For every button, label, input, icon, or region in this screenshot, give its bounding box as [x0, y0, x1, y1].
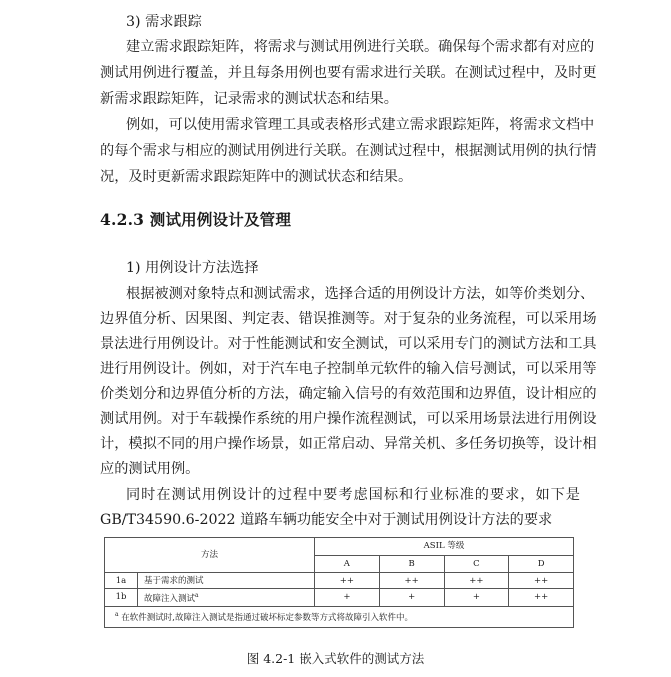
- paragraph-line: 根据被测对象特点和测试需求，选择合适的用例设计方法，如等价类划分、: [126, 286, 595, 302]
- footnote-mark: a: [195, 592, 199, 599]
- asil-level: A: [315, 555, 380, 573]
- table-footnote: [105, 606, 574, 627]
- row-value: +: [315, 589, 380, 607]
- paragraph-line: 况，及时更新需求跟踪矩阵中的测试状态和结果。: [100, 169, 413, 185]
- method-header: 方法: [105, 538, 315, 573]
- table-row: [105, 573, 574, 589]
- paragraph-line: 应的测试用例。: [100, 461, 200, 477]
- asil-level: B: [379, 555, 444, 573]
- row-value: ++: [509, 589, 574, 607]
- item-1-heading: 1) 用例设计方法选择: [126, 260, 259, 276]
- paragraph-line: 景法进行用例设计。对于性能测试和安全测试，可以采用专门的测试方法和工具: [100, 336, 597, 352]
- table-row: [105, 589, 574, 607]
- paragraph-line: 边界值分析、因果图、判定表、错误推测等。对于复杂的业务流程，可以采用场: [100, 311, 597, 327]
- paragraph-line: 的每个需求与相应的测试用例进行关联。在测试过程中，根据测试用例的执行情: [100, 143, 597, 159]
- row-value: ++: [315, 573, 380, 589]
- row-method: 故障注入测试: [144, 593, 196, 604]
- asil-header: ASIL 等级: [315, 538, 574, 556]
- row-value: +: [444, 589, 509, 607]
- methods-table: [104, 537, 574, 628]
- row-value: ++: [509, 573, 574, 589]
- asil-level: C: [444, 555, 509, 573]
- asil-level: D: [509, 555, 574, 573]
- paragraph-line: 测试用例。对于车载操作系统的用户操作流程测试，可以采用场景法进行用例设: [100, 411, 597, 427]
- row-method-cell: [138, 589, 315, 607]
- section-title: 4.2.3 测试用例设计及管理: [100, 210, 292, 229]
- paragraph-line: 同时在测试用例设计的过程中要考虑国标和行业标准的要求，如下是: [126, 487, 580, 503]
- paragraph-line: GB/T34590.6-2022 道路车辆功能安全中对于测试用例设计方法的要求: [100, 512, 553, 528]
- footnote-mark: a: [115, 611, 119, 619]
- paragraph-line: 新需求跟踪矩阵，记录需求的测试状态和结果。: [100, 91, 398, 107]
- paragraph-line: 计，模拟不同的用户操作场景，如正常启动、异常关机、多任务切换等，设计相: [100, 436, 597, 452]
- paragraph-line: 价类划分和边界值分析的方法，确定输入信号的有效范围和边界值，设计相应的: [100, 386, 597, 402]
- item-3-heading: 3) 需求跟踪: [126, 14, 202, 30]
- footnote-text: 在软件测试时,故障注入测试是指通过破坏标定参数等方式将故障引入软件中。: [121, 613, 413, 624]
- figure-caption: 图 4.2-1 嵌入式软件的测试方法: [246, 651, 425, 666]
- paragraph-line: 例如，可以使用需求管理工具或表格形式建立需求跟踪矩阵，将需求文档中: [126, 117, 595, 133]
- paragraph-line: 建立需求跟踪矩阵，将需求与测试用例进行关联。确保每个需求都有对应的: [126, 39, 595, 55]
- row-value: ++: [444, 573, 509, 589]
- paragraph-line: 测试用例进行覆盖，并且每条用例也要有需求进行关联。在测试过程中，及时更: [100, 65, 597, 81]
- row-value: +: [379, 589, 444, 607]
- row-id: 1a: [105, 573, 138, 589]
- paragraph-line: 进行用例设计。例如，对于汽车电子控制单元软件的输入信号测试，可以采用等: [100, 361, 597, 377]
- row-value: ++: [379, 573, 444, 589]
- row-id: 1b: [105, 589, 138, 607]
- row-method: 基于需求的测试: [138, 573, 315, 589]
